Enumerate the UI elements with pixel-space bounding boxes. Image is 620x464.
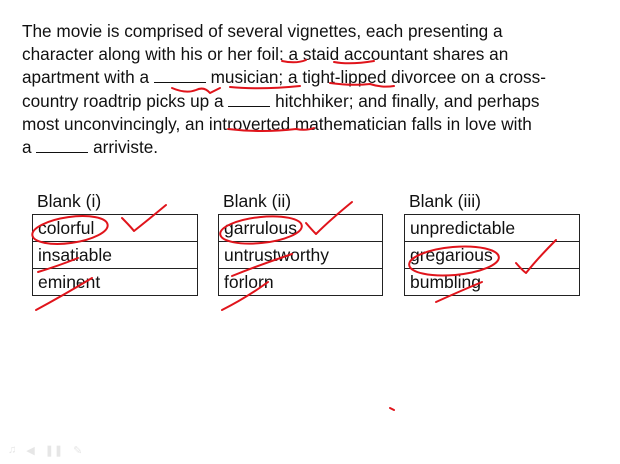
passage-line-5: most unconvincingly, an introverted mathematician falls in love with	[22, 113, 532, 134]
blank-i-options	[32, 214, 198, 296]
blank-iii-label: Blank (iii)	[409, 191, 481, 211]
blank-ii-options	[218, 214, 383, 296]
blank-iii	[36, 137, 88, 153]
blank-i	[154, 67, 206, 83]
passage-line-3: apartment with a musician; a tight-lipped divorcee on a cross-	[22, 67, 546, 88]
blank-iii-options	[404, 214, 580, 296]
passage-line-1: The movie is comprised of several vignettes, each presenting a	[22, 21, 503, 41]
blank-ii-label: Blank (ii)	[223, 191, 292, 211]
option-colorful[interactable]: colorful	[33, 215, 198, 242]
option-untrustworthy[interactable]: untrustworthy	[219, 242, 383, 269]
pen-dot	[390, 408, 394, 410]
option-gregarious[interactable]: gregarious	[405, 242, 580, 269]
option-eminent[interactable]: eminent	[33, 269, 198, 296]
passage	[22, 20, 607, 159]
rewind-icon[interactable]: ◀	[26, 445, 35, 457]
volume-icon[interactable]: ♫	[8, 444, 17, 456]
passage-line-2: character along with his or her foil: a staid accountant shares an	[22, 44, 509, 65]
passage-line-4: country roadtrip picks up a hitchhiker; and finally, and perhaps	[22, 90, 540, 111]
option-unpredictable[interactable]: unpredictable	[405, 215, 580, 242]
blank-ii	[228, 91, 270, 107]
passage-line-6: a arriviste.	[22, 137, 159, 158]
pause-icon[interactable]: ❚❚	[44, 445, 64, 457]
option-bumbling[interactable]: bumbling	[405, 269, 580, 296]
player-controls	[8, 444, 82, 457]
option-insatiable[interactable]: insatiable	[33, 242, 198, 269]
blank-i-label: Blank (i)	[37, 191, 102, 211]
option-garrulous[interactable]: garrulous	[219, 215, 383, 242]
draw-icon[interactable]: ✎	[73, 445, 83, 457]
option-forlorn[interactable]: forlorn	[219, 269, 383, 296]
